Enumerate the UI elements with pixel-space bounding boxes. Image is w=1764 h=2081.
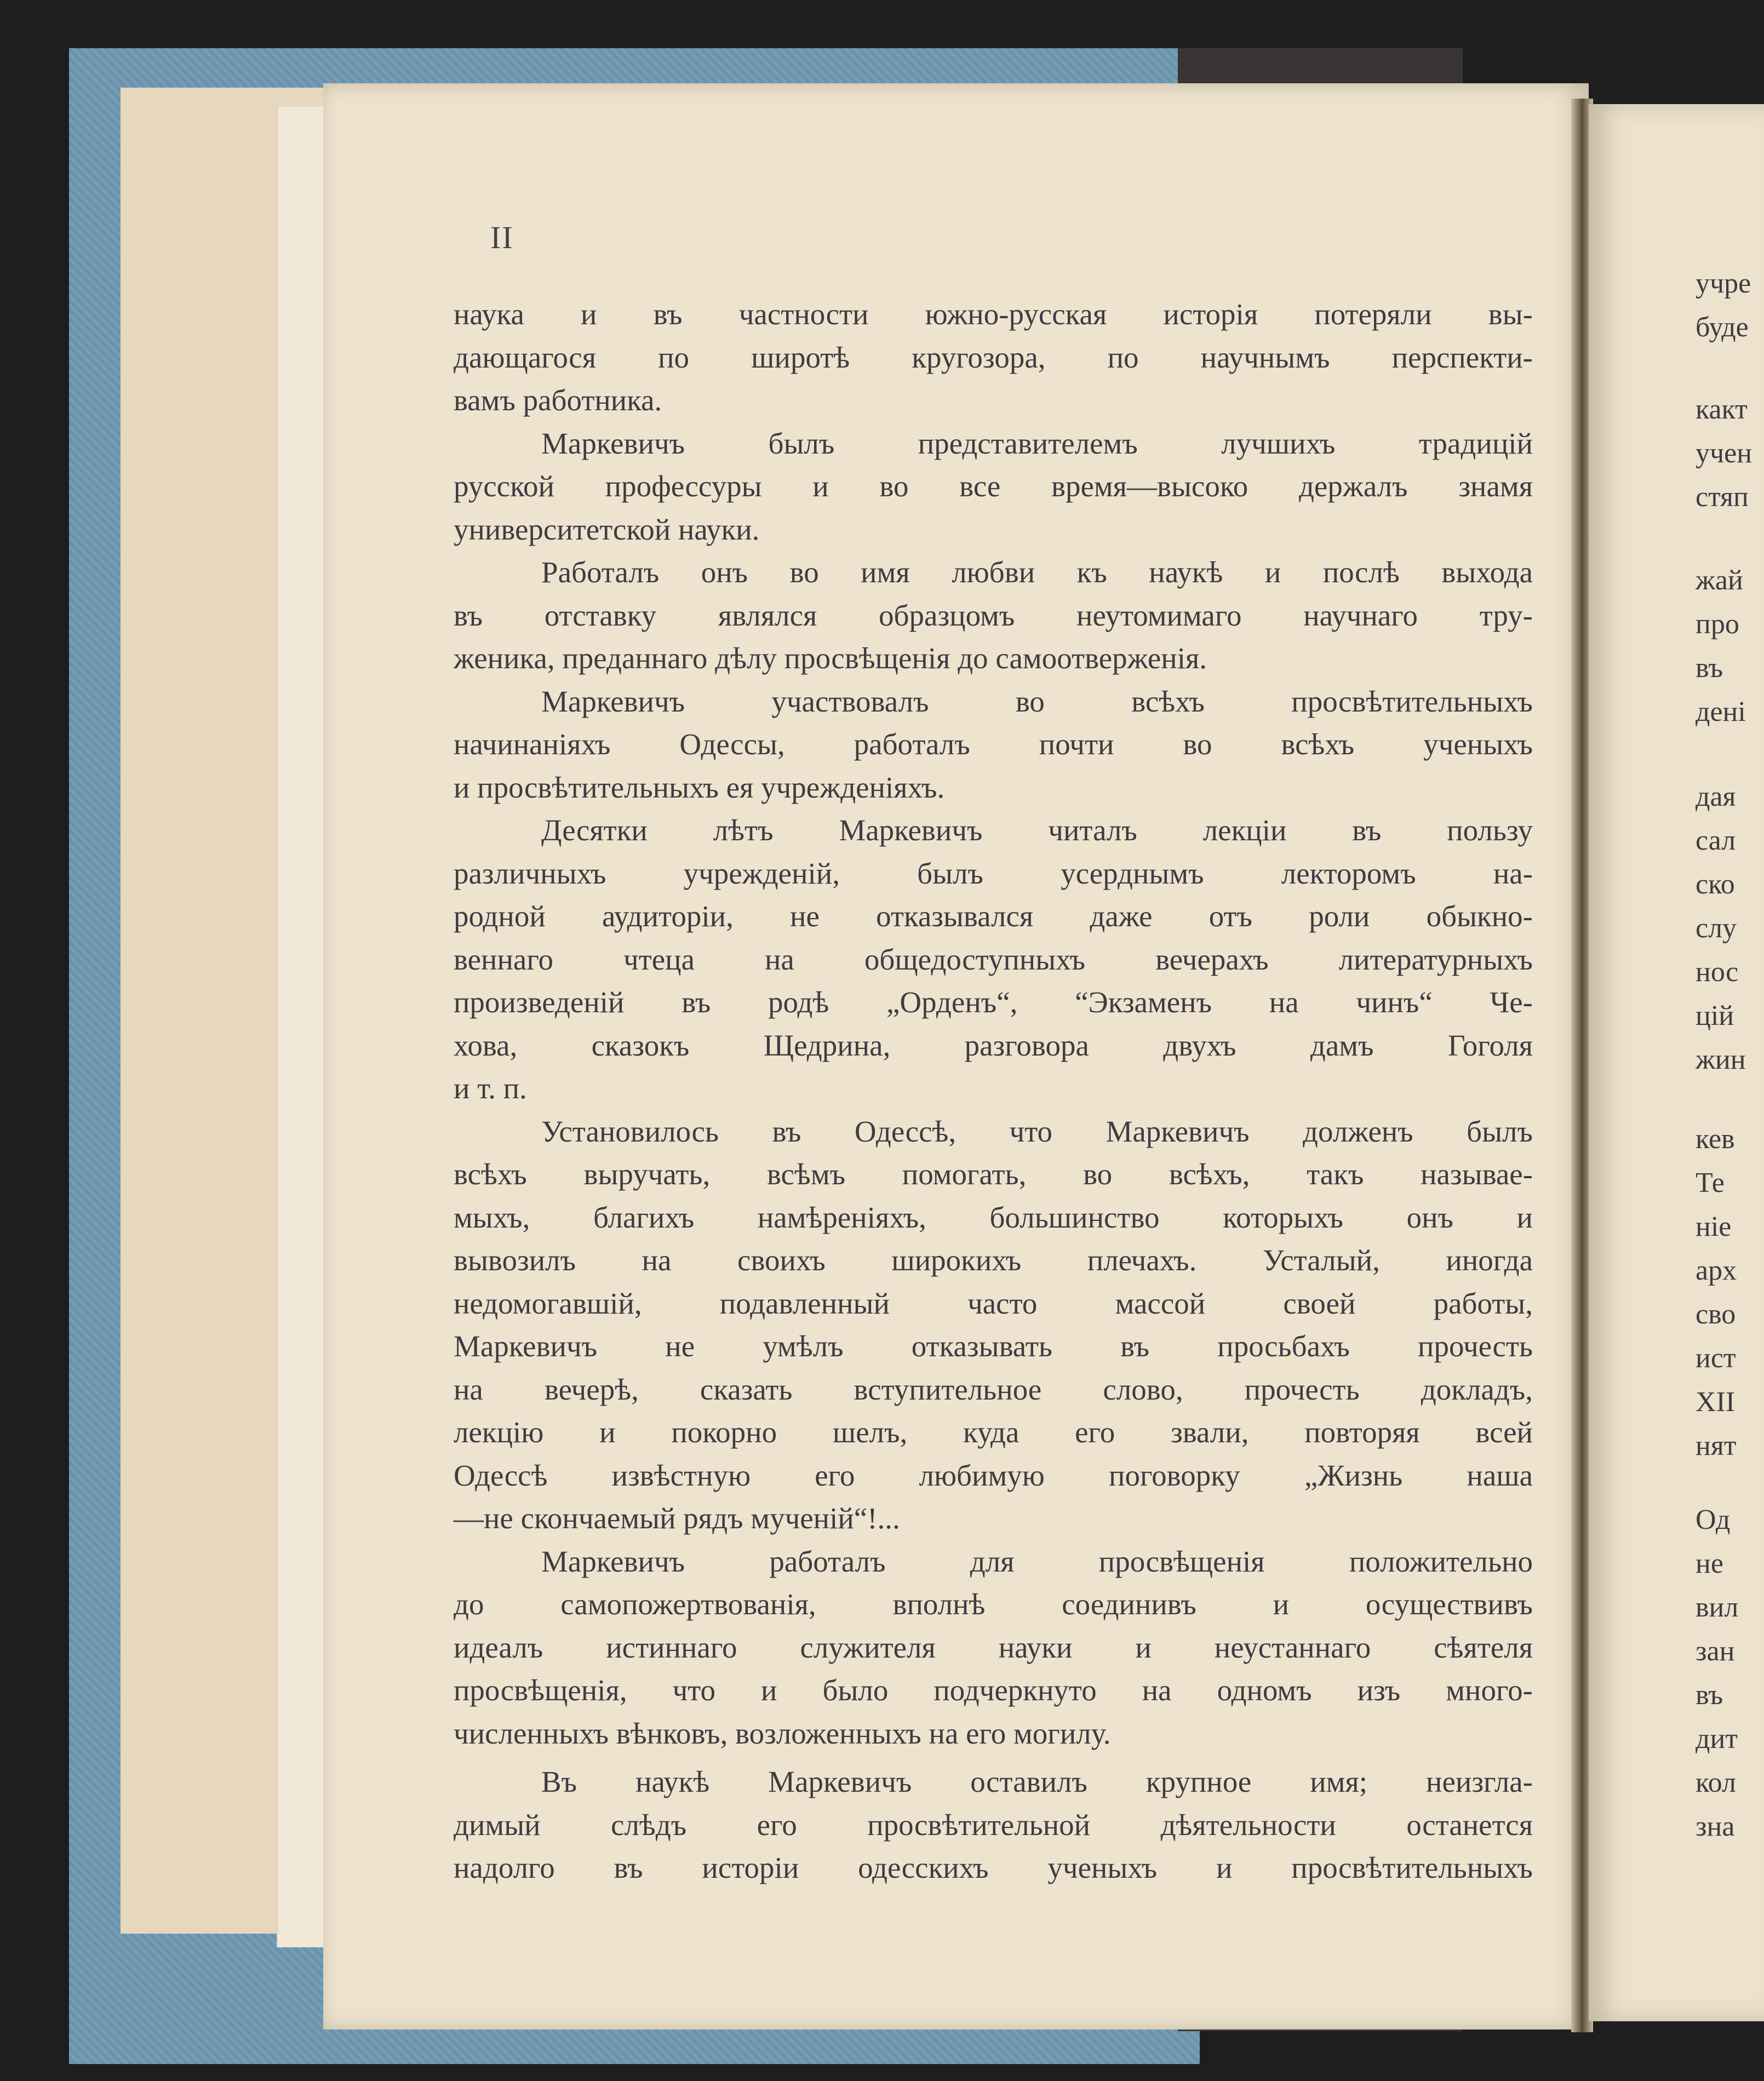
text-line: вамъ работника.: [454, 383, 662, 417]
text-line: русской профессуры и во все время—высоко держалъ знамя: [454, 469, 1533, 503]
right-page-fragment: учре: [1696, 268, 1751, 299]
text-line: веннаго чтеца на общедоступныхъ вечерахъ литературныхъ: [454, 942, 1533, 976]
right-page-fragment: ніе: [1696, 1211, 1732, 1242]
right-page-fragment: дені: [1696, 696, 1746, 727]
text-line: Маркевичъ работалъ для просвѣщенія положительно: [541, 1544, 1533, 1578]
paragraph-gap: [454, 1755, 1533, 1761]
text-line: и просвѣтительныхъ ея учрежденіяхъ.: [454, 770, 945, 804]
right-page-fragment: Од: [1696, 1504, 1731, 1535]
right-page-fragment: буде: [1696, 312, 1749, 343]
text-line: произведеній въ родѣ „Орденъ“, “Экзаменъ на чинъ“ Че-: [454, 985, 1533, 1019]
text-line: недомогавшій, подавленный часто массой своей работы,: [454, 1286, 1533, 1320]
text-line: лекцію и покорно шелъ, куда его звали, повторяя всей: [454, 1415, 1533, 1449]
right-page-fragment: про: [1696, 609, 1739, 640]
text-line: на вечерѣ, сказать вступительное слово, прочесть докладъ,: [454, 1372, 1533, 1406]
text-line: различныхъ учрежденій, былъ усерднымъ лекторомъ на-: [454, 856, 1533, 890]
right-page-fragment: кол: [1696, 1767, 1736, 1798]
text-line: Маркевичъ былъ представителемъ лучшихъ традицій: [541, 426, 1533, 460]
text-line: въ отставку являлся образцомъ неутомимаго научнаго тру-: [454, 598, 1533, 632]
text-line: и т. п.: [454, 1071, 527, 1105]
right-page-fragment: въ: [1696, 1679, 1723, 1711]
text-line: университетской науки.: [454, 512, 760, 546]
text-line: мыхъ, благихъ намѣреніяхъ, большинство которыхъ онъ и: [454, 1200, 1533, 1234]
text-line: димый слѣдъ его просвѣтительной дѣятельности останется: [454, 1808, 1533, 1842]
right-page-fragment: нят: [1696, 1430, 1737, 1461]
right-page-fragment: XII: [1696, 1386, 1736, 1418]
right-page-fragment: кев: [1696, 1123, 1735, 1155]
right-page-fragment: сал: [1696, 825, 1736, 856]
text-line: идеалъ истиннаго служителя науки и неустаннаго сѣятеля: [454, 1630, 1533, 1664]
right-page-fragment: дая: [1696, 781, 1736, 812]
text-line: Установилось въ Одессѣ, что Маркевичъ долженъ былъ: [541, 1114, 1533, 1148]
right-page-fragment: жин: [1696, 1044, 1746, 1075]
right-page-fragment: арх: [1696, 1255, 1737, 1286]
text-line: женика, преданнаго дѣлу просвѣщенія до самоотверженія.: [454, 641, 1207, 675]
right-page-fragment: Те: [1696, 1167, 1725, 1199]
text-line: родной аудиторіи, не отказывался даже отъ роли обыкно-: [454, 899, 1533, 933]
text-line: дающагося по широтѣ кругозора, по научнымъ перспекти-: [454, 340, 1533, 374]
right-page-fragment: какт: [1696, 394, 1748, 425]
text-line: до самопожертвованія, вполнѣ соединивъ и осуществивъ: [454, 1587, 1533, 1621]
right-page-fragment: нос: [1696, 956, 1739, 988]
text-line: надолго въ исторіи одесскихъ ученыхъ и просвѣтительныхъ: [454, 1851, 1533, 1884]
text-line: Десятки лѣтъ Маркевичъ читалъ лекціи въ пользу: [541, 813, 1533, 847]
page-text: [454, 293, 1533, 1890]
right-page-fragment: жай: [1696, 565, 1743, 596]
text-line: просвѣщенія, что и было подчеркнуто на одномъ изъ много-: [454, 1673, 1533, 1707]
right-page-fragment: въ: [1696, 652, 1723, 684]
text-line: начинаніяхъ Одессы, работалъ почти во всѣхъ ученыхъ: [454, 727, 1533, 761]
right-page-fragment: ист: [1696, 1343, 1736, 1374]
right-page-fragment: ско: [1696, 869, 1735, 900]
text-line: Въ наукѣ Маркевичъ оставилъ крупное имя; неизгла-: [541, 1765, 1533, 1798]
right-page-fragment: слу: [1696, 913, 1737, 944]
right-page-fragment: стяп: [1696, 481, 1749, 513]
text-line: наука и въ частности южно-русская исторія потеряли вы-: [454, 297, 1533, 331]
text-line: Маркевичъ не умѣлъ отказывать въ просьбахъ прочесть: [454, 1329, 1533, 1363]
text-line: хова, сказокъ Щедрина, разговора двухъ дамъ Гоголя: [454, 1028, 1533, 1062]
text-line: Работалъ онъ во имя любви къ наукѣ и послѣ выхода: [541, 555, 1533, 589]
right-page-fragment: дит: [1696, 1723, 1738, 1755]
right-page-fragment: сво: [1696, 1299, 1736, 1330]
page-number: II: [490, 220, 514, 255]
text-line: Одессѣ извѣстную его любимую поговорку „Жизнь наша: [454, 1458, 1533, 1492]
text-line: численныхъ вѣнковъ, возложенныхъ на его могилу.: [454, 1716, 1111, 1750]
right-page-fragment: учен: [1696, 438, 1752, 469]
text-line: вывозилъ на своихъ широкихъ плечахъ. Усталый, иногда: [454, 1243, 1533, 1277]
text-line: всѣхъ выручать, всѣмъ помогать, во всѣхъ, такъ называе-: [454, 1157, 1533, 1191]
right-page-fragment: зан: [1696, 1636, 1735, 1667]
right-page-fragment: цій: [1696, 1000, 1734, 1031]
right-page-fragment: не: [1696, 1548, 1723, 1579]
right-page-fragment: вил: [1696, 1592, 1739, 1623]
text-line: —не скончаемый рядъ мученій“!...: [454, 1501, 900, 1535]
text-line: Маркевичъ участвовалъ во всѣхъ просвѣтительныхъ: [541, 684, 1533, 718]
right-page-fragment: зна: [1696, 1811, 1735, 1842]
